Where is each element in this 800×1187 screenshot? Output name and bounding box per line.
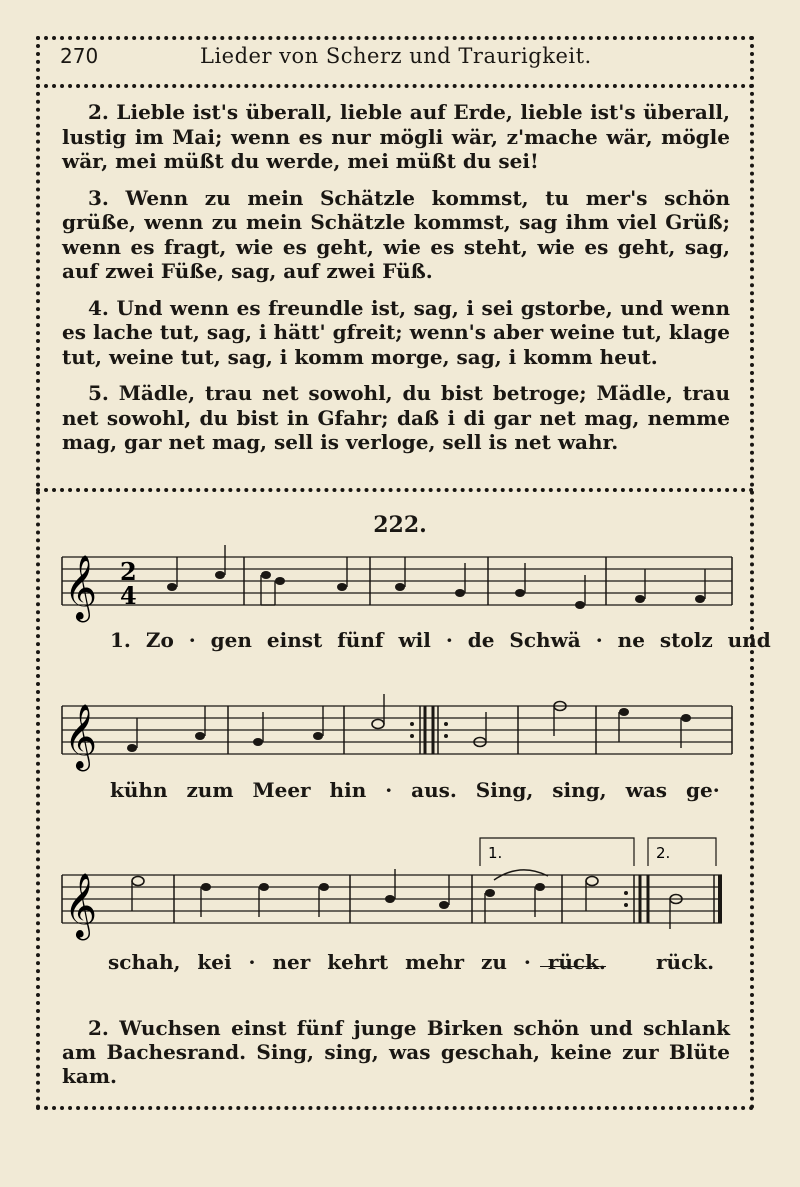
- verse-2: 2. Lieble ist's überall, lieble auf Erde, lieble ist's überall, lustig im Mai; wenn es nur mögli wär, z'mache wär, mögle wär, mei müßt du werde, mei müßt du sei!: [62, 100, 730, 173]
- treble-clef-icon: 𝄞: [64, 555, 98, 620]
- page-number: 270: [60, 44, 99, 68]
- volta-2-label: 2.: [656, 844, 671, 862]
- lyrics-line-3a: schah, kei · ner kehrt mehr zu · rück.: [108, 950, 606, 974]
- lyrics-line-2: kühn zum Meer hin · aus. Sing, sing, was ge·: [110, 778, 720, 802]
- running-title: Lieder von Scherz und Traurigkeit.: [200, 44, 592, 68]
- time-signature-top: 2: [120, 557, 137, 586]
- volta-1-bracket: [480, 838, 634, 866]
- stanza-2: 2. Wuchsen einst fünf junge Birken schön und schlank am Bachesrand. Sing, sing, was geschah, keine zur Blüte kam.: [62, 1016, 730, 1088]
- staff-3: [62, 838, 722, 940]
- volta-1-label: 1.: [488, 844, 503, 862]
- staff-1: [62, 545, 732, 622]
- treble-clef-icon: 𝄞: [64, 704, 98, 769]
- verse-4: 4. Und wenn es freundle ist, sag, i sei gstorbe, und wenn es lache tut, sag, i hätt' gfreit; wenn's aber weine tut, klage tut, weine tut, sag, i komm morge, sag, i komm heut.: [62, 295, 731, 369]
- extender-line: [540, 966, 606, 967]
- verse-3: 3. Wenn zu mein Schätzle kommst, tu mer's schön grüße, wenn zu mein Schätzle kommst, sag ihm viel Grüß; wenn es fragt, wie es geht, wie es steht, wie es geht, sag, auf zwei Füße, sag, auf zwei Füß.: [62, 185, 730, 283]
- time-signature-bottom: 4: [120, 581, 137, 610]
- staff-2: [62, 694, 732, 771]
- lyrics-line-3b: rück.: [656, 950, 715, 974]
- treble-clef-icon: 𝄞: [64, 873, 98, 938]
- lyrics-line-1: 1. Zo · gen einst fünf wil · de Schwä · ne stolz und: [110, 628, 771, 652]
- verse-5: 5. Mädle, trau net sowohl, du bist betroge; Mädle, trau net sowohl, du bist in Gfahr; daß i di gar net mag, nemme mag, gar net mag, sell is verloge, sell is net wahr.: [62, 381, 730, 454]
- song-number: 222.: [373, 512, 427, 538]
